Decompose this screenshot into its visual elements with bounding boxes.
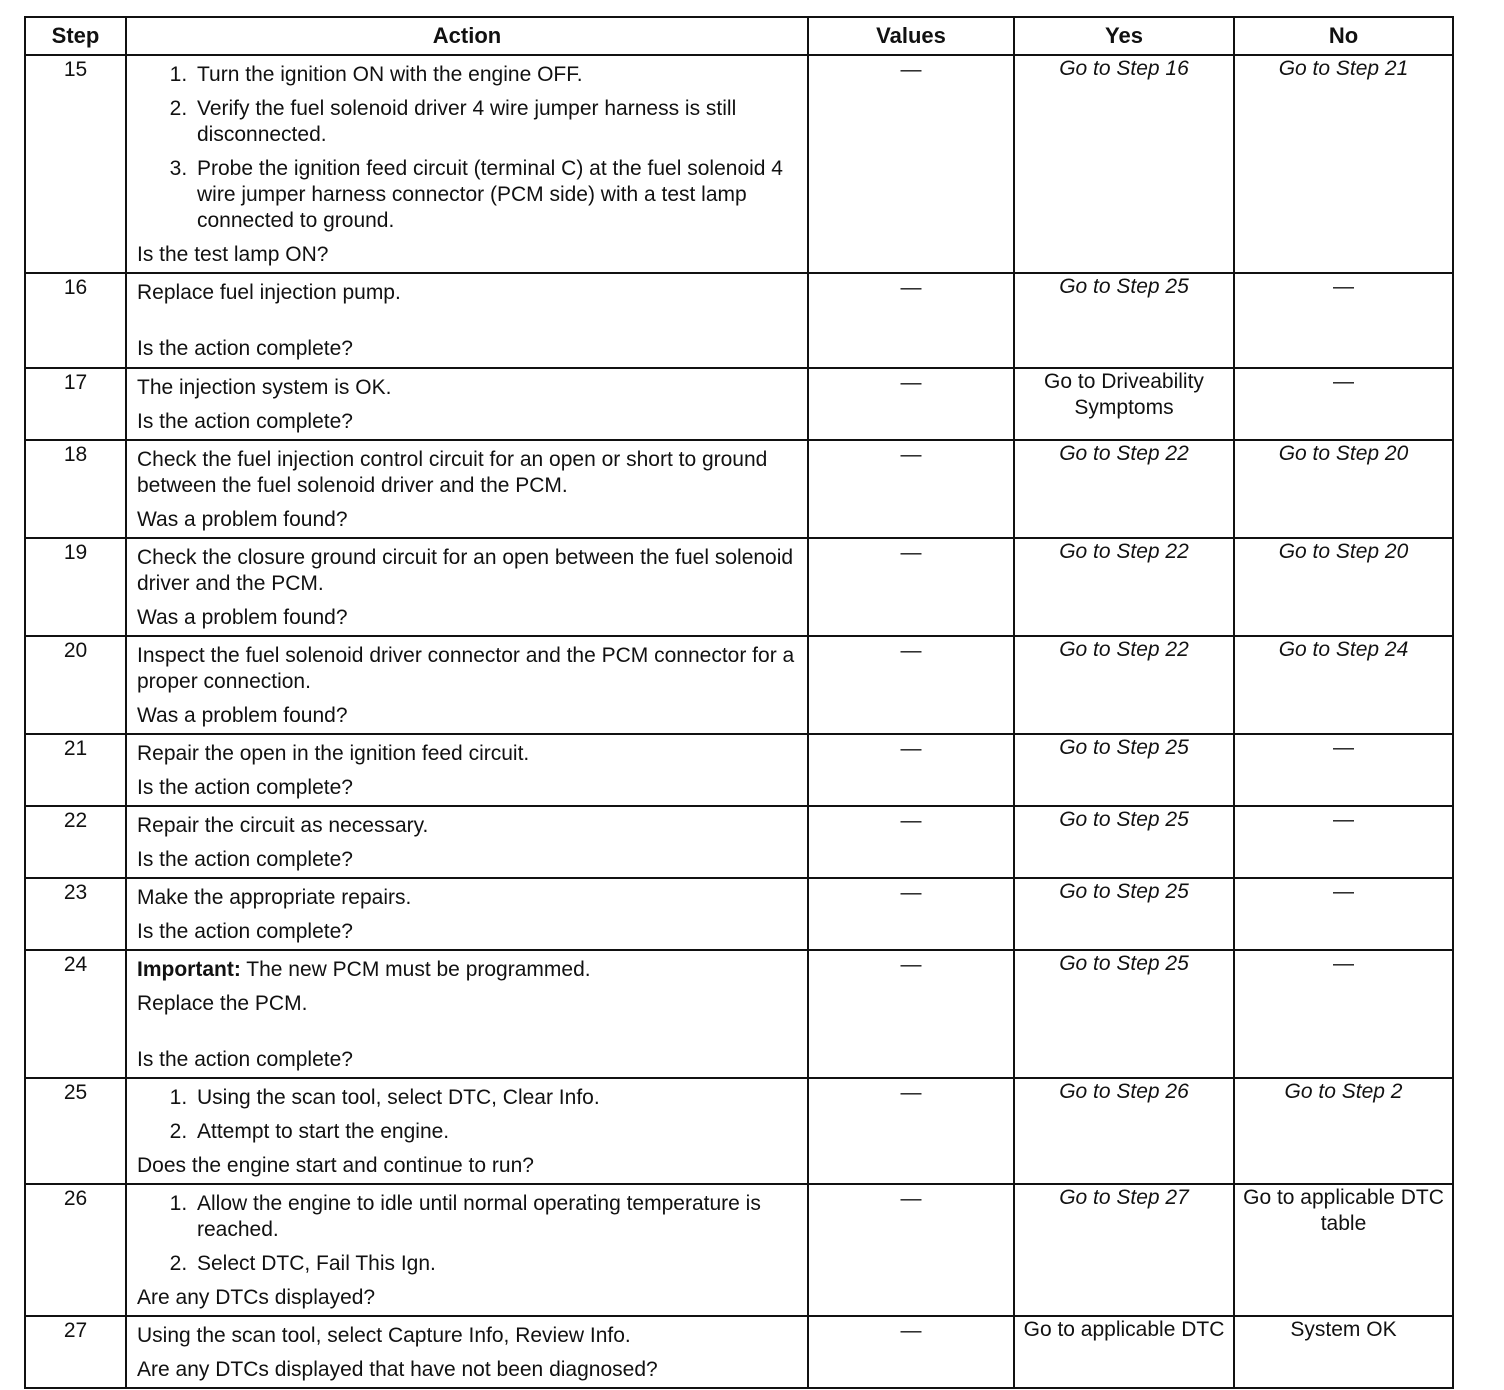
no-cell: — [1234,950,1453,1078]
action-question: Is the test lamp ON? [137,243,329,266]
action-question: Does the engine start and continue to run? [137,1154,534,1177]
yes-cell: Go to Step 22 [1014,636,1234,734]
important-label: Important: [137,958,241,981]
values-cell: — [808,734,1014,806]
header-values: Values [808,17,1014,55]
action-list [137,1085,797,1145]
action-question: Is the action complete? [137,848,353,871]
action-text: Repair the open in the ignition feed circuit. [137,742,530,765]
step-number: 17 [25,368,126,440]
step-number: 23 [25,878,126,950]
action-question: Is the action complete? [137,1048,353,1071]
no-cell: — [1234,878,1453,950]
yes-cell: Go to Step 16 [1014,55,1234,273]
table-row [25,636,1453,734]
step-number: 16 [25,273,126,368]
action-item: 1. Turn the ignition ON with the engine OFF. [193,62,797,88]
no-cell: — [1234,734,1453,806]
action-item: 2. Attempt to start the engine. [193,1119,797,1145]
step-number: 19 [25,538,126,636]
no-cell: Go to Step 20 [1234,538,1453,636]
action-question: Is the action complete? [137,337,353,360]
action-list [137,62,797,234]
step-number: 22 [25,806,126,878]
yes-cell: Go to Step 22 [1014,538,1234,636]
action-question: Was a problem found? [137,704,348,727]
step-number: 18 [25,440,126,538]
action-cell [126,1078,808,1184]
no-cell: System OK [1234,1316,1453,1388]
action-item: 2. Verify the fuel solenoid driver 4 wire jumper harness is still disconnected. [193,96,797,148]
action-cell [126,950,808,1078]
action-cell [126,273,808,368]
action-cell [126,538,808,636]
values-cell: — [808,806,1014,878]
table-row [25,1078,1453,1184]
no-cell: — [1234,368,1453,440]
action-text: Check the fuel injection control circuit for an open or short to ground between the fuel solenoid driver and the PCM. [137,448,768,497]
yes-cell: Go to applicable DTC [1014,1316,1234,1388]
no-cell: Go to Step 20 [1234,440,1453,538]
step-number: 15 [25,55,126,273]
action-cell [126,734,808,806]
step-number: 24 [25,950,126,1078]
action-cell [126,368,808,440]
header-no: No [1234,17,1453,55]
values-cell: — [808,878,1014,950]
action-question: Was a problem found? [137,508,348,531]
header-row [25,17,1453,55]
table-row [25,734,1453,806]
header-yes: Yes [1014,17,1234,55]
values-cell: — [808,636,1014,734]
values-cell: — [808,440,1014,538]
step-number: 26 [25,1184,126,1316]
table-row [25,368,1453,440]
values-cell: — [808,273,1014,368]
action-text: Check the closure ground circuit for an open between the fuel solenoid driver and the PCM. [137,546,794,595]
action-question: Are any DTCs displayed that have not been diagnosed? [137,1358,658,1381]
values-cell: — [808,1316,1014,1388]
table-row [25,950,1453,1078]
table-row [25,55,1453,273]
values-cell: — [808,950,1014,1078]
action-text: Replace fuel injection pump. [137,281,401,304]
values-cell: — [808,368,1014,440]
yes-cell: Go to Step 27 [1014,1184,1234,1316]
yes-cell: Go to Step 22 [1014,440,1234,538]
action-cell [126,55,808,273]
step-number: 21 [25,734,126,806]
action-cell [126,440,808,538]
no-cell: — [1234,273,1453,368]
action-question: Is the action complete? [137,410,353,433]
values-cell: — [808,1078,1014,1184]
no-cell: Go to applicable DTC table [1234,1184,1453,1316]
yes-cell: Go to Step 25 [1014,273,1234,368]
action-text: Inspect the fuel solenoid driver connector and the PCM connector for a proper connection. [137,644,795,693]
action-cell [126,878,808,950]
action-cell [126,1184,808,1316]
action-text: Repair the circuit as necessary. [137,814,429,837]
header-step: Step [25,17,126,55]
yes-cell: Go to Driveability Symptoms [1014,368,1234,440]
important-note [137,957,797,983]
action-item: 3. Probe the ignition feed circuit (terminal C) at the fuel solenoid 4 wire jumper harness connector (PCM side) with a test lamp connected to ground. [193,156,797,234]
step-number: 25 [25,1078,126,1184]
action-list [137,1191,797,1277]
table-row [25,1184,1453,1316]
action-cell [126,636,808,734]
values-cell: — [808,55,1014,273]
no-cell: — [1234,806,1453,878]
action-text: Make the appropriate repairs. [137,886,412,909]
table-row [25,878,1453,950]
header-action: Action [126,17,808,55]
action-question: Is the action complete? [137,776,353,799]
action-item: 1. Allow the engine to idle until normal operating temperature is reached. [193,1191,797,1243]
action-item: 1. Using the scan tool, select DTC, Clear Info. [193,1085,797,1111]
yes-cell: Go to Step 25 [1014,878,1234,950]
no-cell: Go to Step 2 [1234,1078,1453,1184]
no-cell: Go to Step 21 [1234,55,1453,273]
action-text: The injection system is OK. [137,376,392,399]
action-cell [126,806,808,878]
values-cell: — [808,1184,1014,1316]
action-item: 2. Select DTC, Fail This Ign. [193,1251,797,1277]
table-row [25,806,1453,878]
action-text: Using the scan tool, select Capture Info, Review Info. [137,1324,631,1347]
yes-cell: Go to Step 25 [1014,806,1234,878]
important-text: The new PCM must be programmed. [240,958,591,981]
table-row [25,273,1453,368]
table-row [25,440,1453,538]
yes-cell: Go to Step 25 [1014,734,1234,806]
action-question: Was a problem found? [137,606,348,629]
step-number: 20 [25,636,126,734]
step-number: 27 [25,1316,126,1388]
yes-cell: Go to Step 26 [1014,1078,1234,1184]
table-row [25,1316,1453,1388]
table-row [25,538,1453,636]
no-cell: Go to Step 24 [1234,636,1453,734]
diagnostic-table [24,16,1454,1389]
action-question: Are any DTCs displayed? [137,1286,376,1309]
values-cell: — [808,538,1014,636]
action-text: Replace the PCM. [137,992,308,1015]
action-cell [126,1316,808,1388]
yes-cell: Go to Step 25 [1014,950,1234,1078]
action-question: Is the action complete? [137,920,353,943]
